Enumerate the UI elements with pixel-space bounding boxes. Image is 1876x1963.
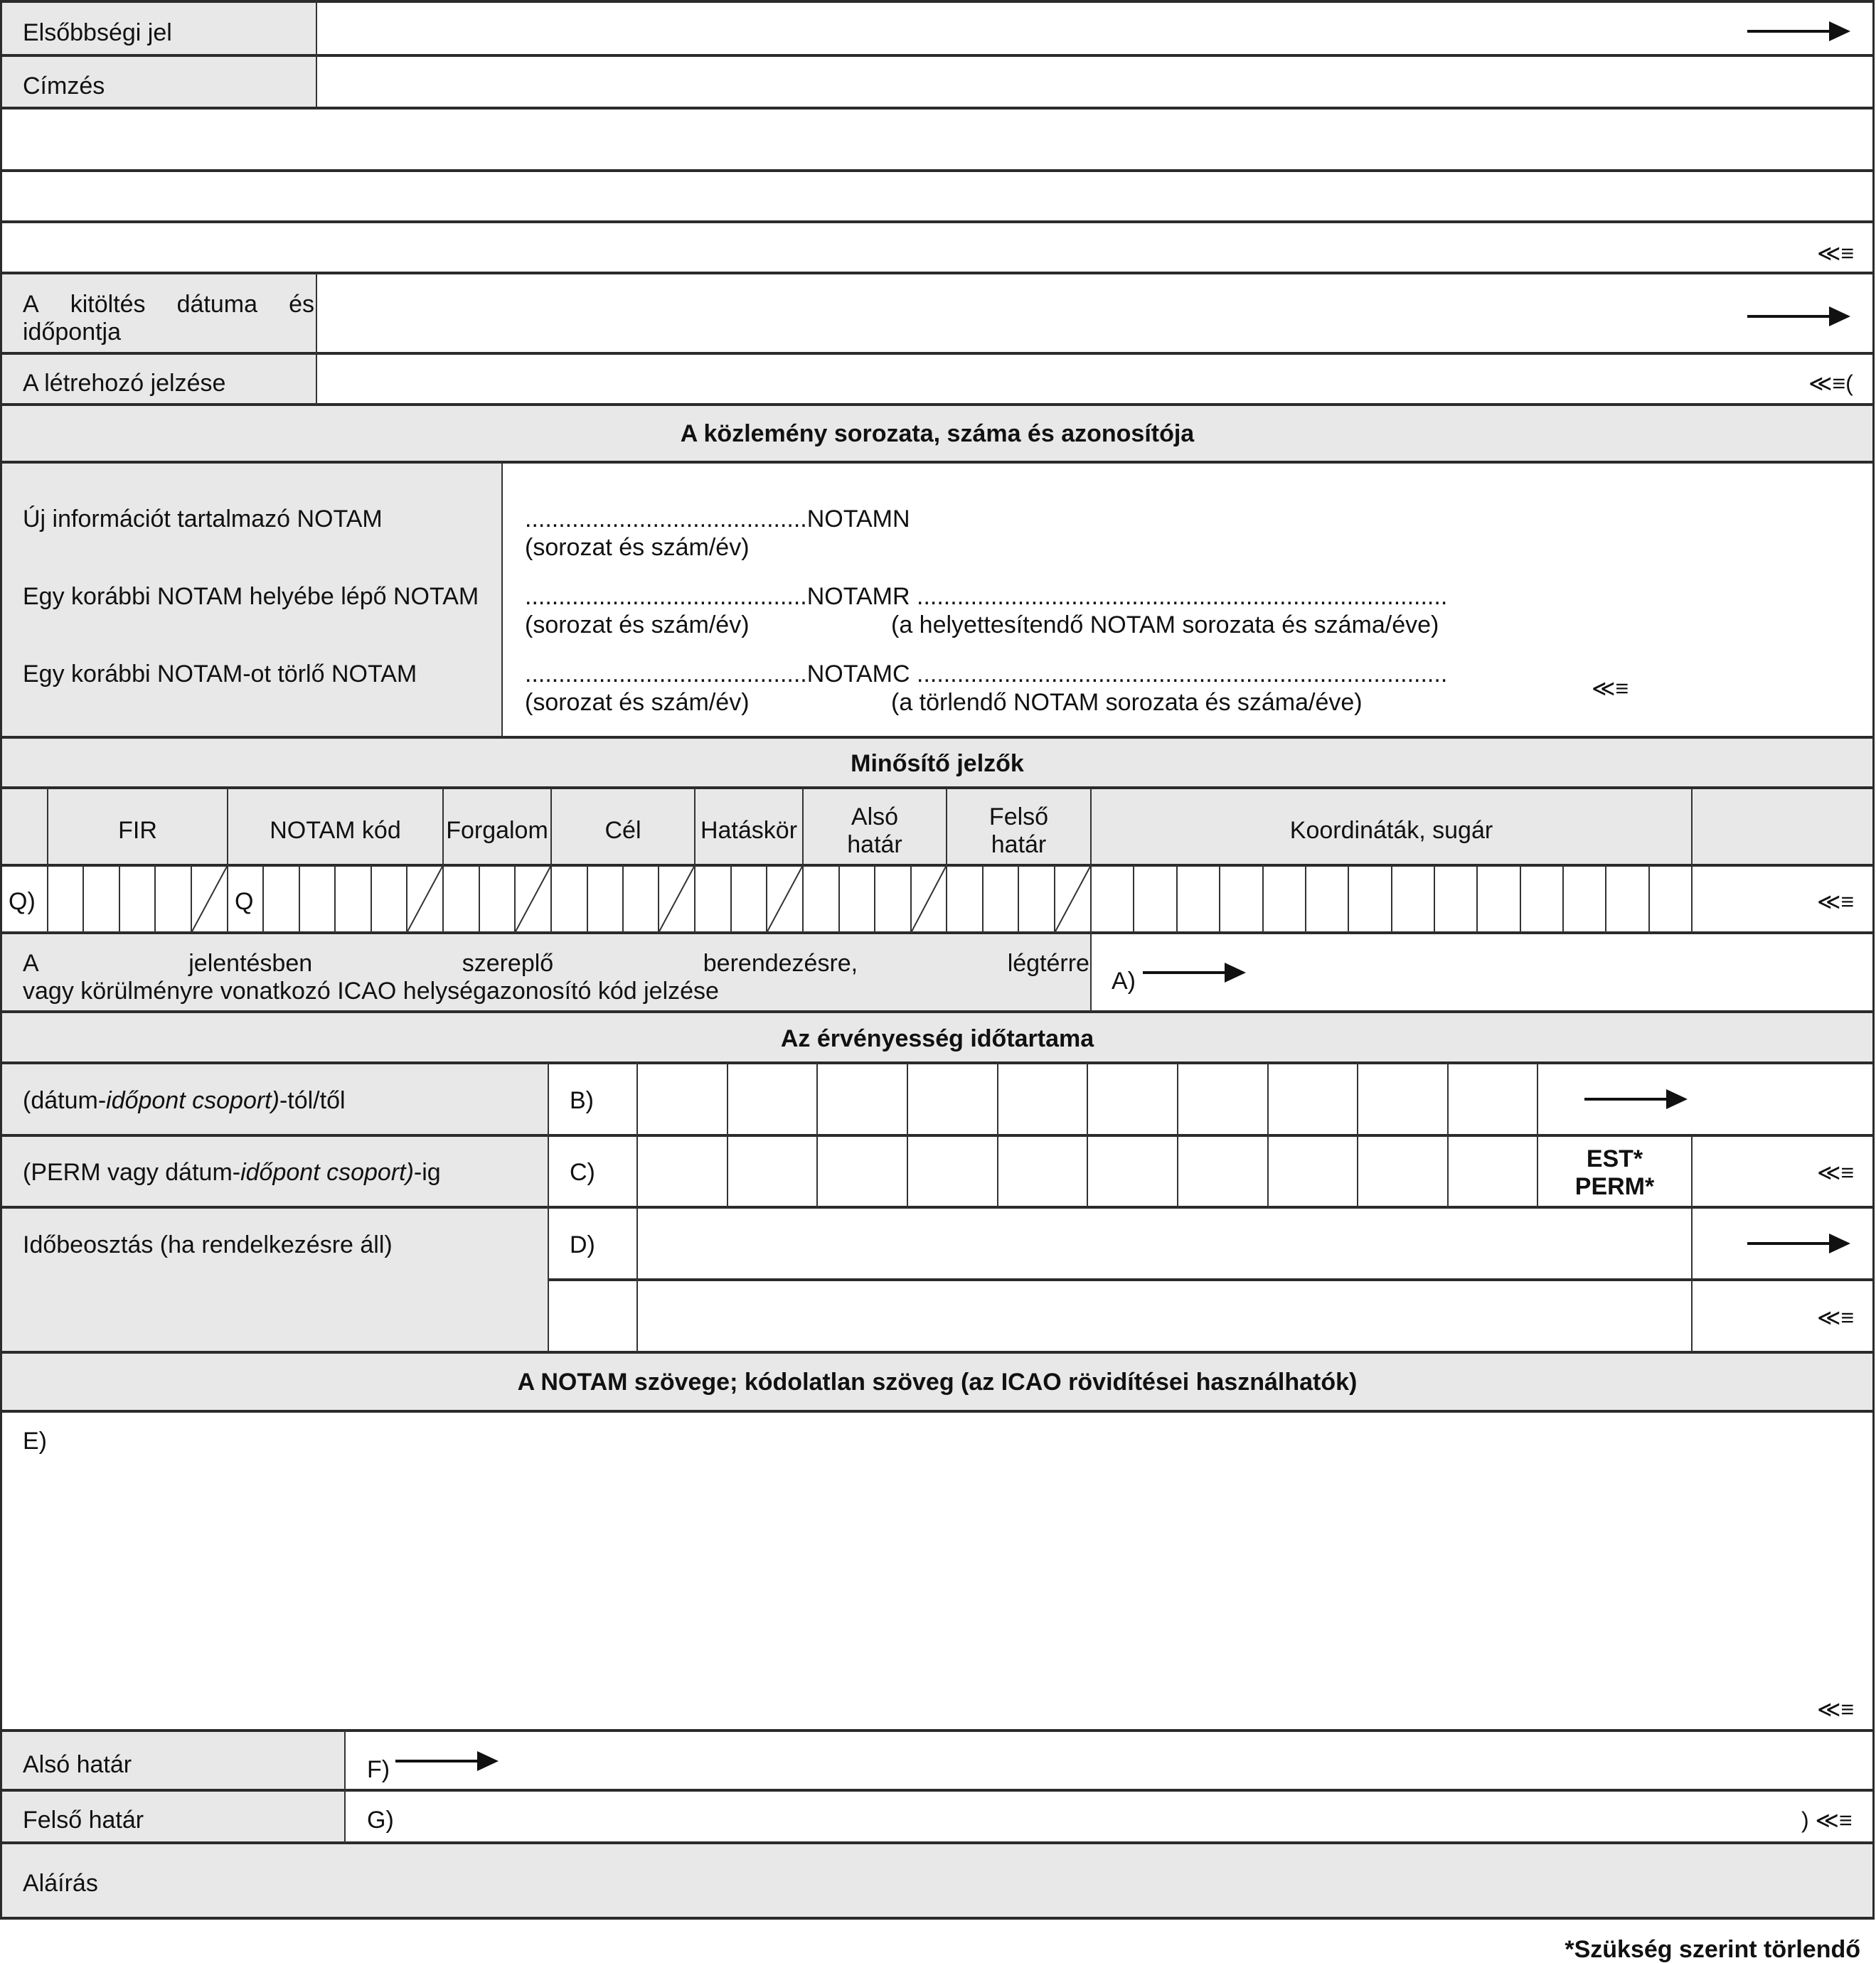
ref-notam-input[interactable]: ............................................................................... [917,660,1448,688]
est-option[interactable]: EST* [1586,1145,1643,1172]
filing-time-label-line1 [23,290,314,319]
priority-field[interactable] [316,0,1875,55]
text: időpont csoport) [240,1159,414,1186]
field-g-label: G) [367,1807,394,1834]
word: kitöltés [70,291,146,318]
word: légtérre [1007,950,1089,977]
arrow-right-icon [1143,958,1249,987]
header-lower-limit-1: Alsó [851,803,899,830]
divider [0,786,1875,789]
header-traffic: Forgalom [446,817,548,844]
divider [0,54,1875,57]
lower-limit-label: Alsó határ [23,1751,132,1778]
header-notam-code: NOTAM kód [270,817,401,844]
end-of-line-icon: ≪≡ [1592,675,1629,701]
filing-time-field[interactable] [316,273,1875,353]
divider [0,220,1875,223]
addressee-field-line-4[interactable] [0,222,1875,273]
end-of-line-icon: ≪≡( [1808,370,1853,396]
q-label: Q) [9,888,36,915]
divider [0,736,1875,739]
series-dots[interactable] [525,582,1447,611]
text: -tól/től [279,1087,346,1114]
schedule-label: Időbeosztás (ha rendelkezésre áll) [23,1231,393,1258]
series-hint: (sorozat és szám/év) [525,534,750,561]
filing-time-label-line2: időpontja [23,319,122,346]
text: (dátum- [23,1087,107,1114]
notam-code: NOTAMC [806,660,910,688]
divider [0,1410,1875,1413]
field-c-label: C) [570,1159,595,1186]
divider [0,1917,1875,1920]
signature-label: Aláírás [23,1870,98,1897]
field-b-label: B) [570,1087,594,1114]
text: időpont csoport) [106,1087,279,1114]
series-dots[interactable] [525,505,910,533]
divider [0,1134,548,1137]
end-of-line-icon: ≪≡ [1817,889,1855,914]
word: A [23,291,39,318]
originator-label: A létrehozó jelzése [23,370,226,397]
end-of-line-icon: ≪≡ [1817,1160,1855,1185]
perm-option[interactable]: PERM* [1574,1173,1655,1200]
word: jelentésben [188,950,313,977]
divider [0,1789,1875,1792]
series-hint-ref: (a helyettesítendő NOTAM sorozata és száma/éve) [891,611,1439,638]
header-coordinates: Koordináták, sugár [1289,817,1493,844]
field-e-label: E) [23,1428,47,1455]
divider [0,403,1875,406]
q-prefix: Q [235,888,254,915]
series-row-label-replace: Egy korábbi NOTAM helyébe lépő NOTAM [23,583,479,610]
field-d-label: D) [570,1231,595,1258]
divider [1691,1207,1693,1352]
divider [0,169,1875,172]
end-of-line-icon: ≪≡ [1817,1305,1855,1330]
header-upper-limit-2: határ [991,831,1047,858]
lower-limit-field[interactable] [345,1731,1875,1790]
series-row-label-cancel: Egy korábbi NOTAM-ot törlő NOTAM [23,660,417,688]
text: -ig [413,1159,441,1186]
field-f-label: F) [367,1756,390,1783]
divider [316,273,317,405]
header-purpose: Cél [604,817,641,844]
notam-code: NOTAMN [806,506,910,533]
header-fir: FIR [118,817,157,844]
divider [316,0,317,108]
series-dots[interactable] [525,660,1447,688]
header-upper-limit-1: Felső [988,803,1049,830]
notam-code: NOTAMR [806,583,910,610]
series-number-input[interactable]: .......................................... [525,583,807,610]
ref-notam-input[interactable]: ............................................................................... [917,583,1448,610]
divider [0,1729,1875,1732]
signature-field[interactable] [0,1843,1875,1918]
location-label-line2: vagy körülményre vonatkozó ICAO helységazonosító kód jelzése [23,978,719,1005]
qualifiers-section-title: Minősítő jelzők [851,750,1024,777]
series-hint: (sorozat és szám/év) [525,611,750,638]
series-hint: (sorozat és szám/év) [525,689,750,716]
originator-field[interactable] [316,353,1875,405]
addressee-field[interactable] [316,55,1875,108]
text-section-title: A NOTAM szövege; kódolatlan szöveg (az ICAO rövidítései használhatók) [517,1369,1358,1396]
header-scope: Hatáskör [700,817,798,844]
end-of-line-icon: ) ≪≡ [1801,1807,1853,1833]
arrow-right-icon [1747,1229,1854,1258]
word: berendezésre, [703,950,858,977]
series-section-title: A közlemény sorozata, száma és azonosítója [680,420,1195,447]
header-lower-limit-2: határ [847,831,902,858]
q-line-character-grid[interactable] [0,865,1693,933]
series-row-label-new: Új információt tartalmazó NOTAM [23,506,383,533]
divider [0,272,1875,274]
divider [344,1731,346,1843]
divider [0,1351,1875,1354]
divider [0,352,1875,355]
validity-section-title: Az érvényesség időtartama [780,1025,1094,1052]
validity-to-label [23,1158,441,1187]
series-number-input[interactable]: .......................................... [525,660,807,688]
arrow-right-icon [1747,17,1854,46]
divider [501,462,503,737]
priority-label: Elsőbbségi jel [23,19,172,46]
addressee-field-line-2[interactable] [0,108,1875,171]
series-number-input[interactable]: .......................................... [525,506,807,533]
end-of-line-icon: ≪≡ [1817,240,1855,266]
arrow-right-icon [1747,302,1854,331]
text: (PERM vagy dátum- [23,1159,241,1186]
addressee-field-line-3[interactable] [0,171,1875,222]
word: dátuma [176,291,258,318]
arrow-right-icon [395,1747,502,1775]
notam-text-field[interactable] [0,1411,1875,1731]
end-of-line-icon: ≪≡ [1817,1696,1855,1722]
word: szereplő [462,950,554,977]
arrow-right-icon [1584,1085,1691,1113]
upper-limit-field[interactable] [345,1790,1875,1843]
divider [548,1063,549,1352]
divider [548,1278,1875,1281]
series-hint-ref: (a törlendő NOTAM sorozata és száma/éve) [891,689,1363,716]
location-label-line1 [23,949,1089,978]
divider [0,1010,1875,1013]
word: A [23,950,39,977]
upper-limit-label: Felső határ [23,1807,144,1834]
validity-from-label [23,1086,346,1115]
footnote: *Szükség szerint törlendő [1565,1936,1860,1963]
field-a-label: A) [1112,968,1136,995]
word: és [289,291,314,318]
divider [0,1841,1875,1844]
divider [0,461,1875,464]
border-right [1872,0,1875,1920]
border-left [0,0,2,1920]
divider [0,107,1875,109]
divider [0,0,1875,3]
addressee-label: Címzés [23,73,105,100]
